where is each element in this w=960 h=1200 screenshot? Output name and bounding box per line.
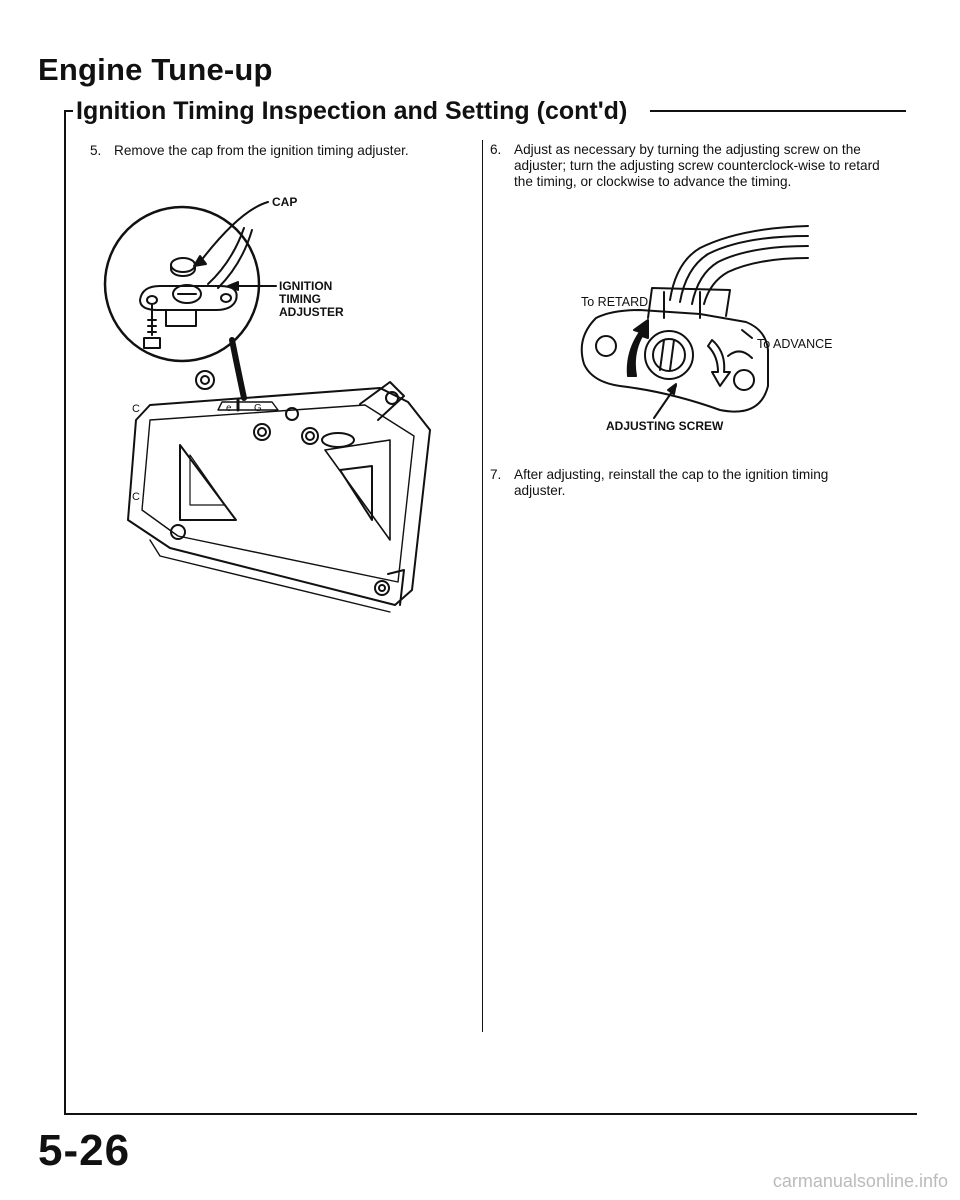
callout-adjuster-line3: ADJUSTER [279,305,344,319]
step-number: 7. [490,467,502,482]
step-text: Adjust as necessary by turning the adjusting screw on the adjuster; turn the adjusting screw counterclock-wise to retard the timing, or clockwise to advance the timing. [514,142,880,189]
svg-text:C: C [132,403,140,415]
callout-to-advance: To ADVANCE [757,337,833,351]
callout-cap: CAP [272,195,298,209]
step-number: 6. [490,142,502,157]
svg-text:C: C [132,491,140,503]
section-subtitle: Ignition Timing Inspection and Setting (cont'd) [76,97,628,125]
page-title: Engine Tune-up [38,52,273,87]
svg-text:G: G [254,403,262,414]
callout-adjuster-line2: TIMING [279,292,321,306]
step-text: Remove the cap from the ignition timing adjuster. [114,143,409,158]
page-number: 5-26 [38,1126,131,1175]
callout-adjuster-line1: IGNITION [279,279,333,293]
callout-to-retard: To RETARD [581,295,649,309]
step-number: 5. [90,143,102,158]
watermark: carmanualsonline.info [772,1171,948,1191]
svg-text:e: e [226,403,232,414]
step-text: After adjusting, reinstall the cap to the ignition timing adjuster. [514,467,829,498]
callout-adjusting-screw: ADJUSTING SCREW [606,419,724,433]
